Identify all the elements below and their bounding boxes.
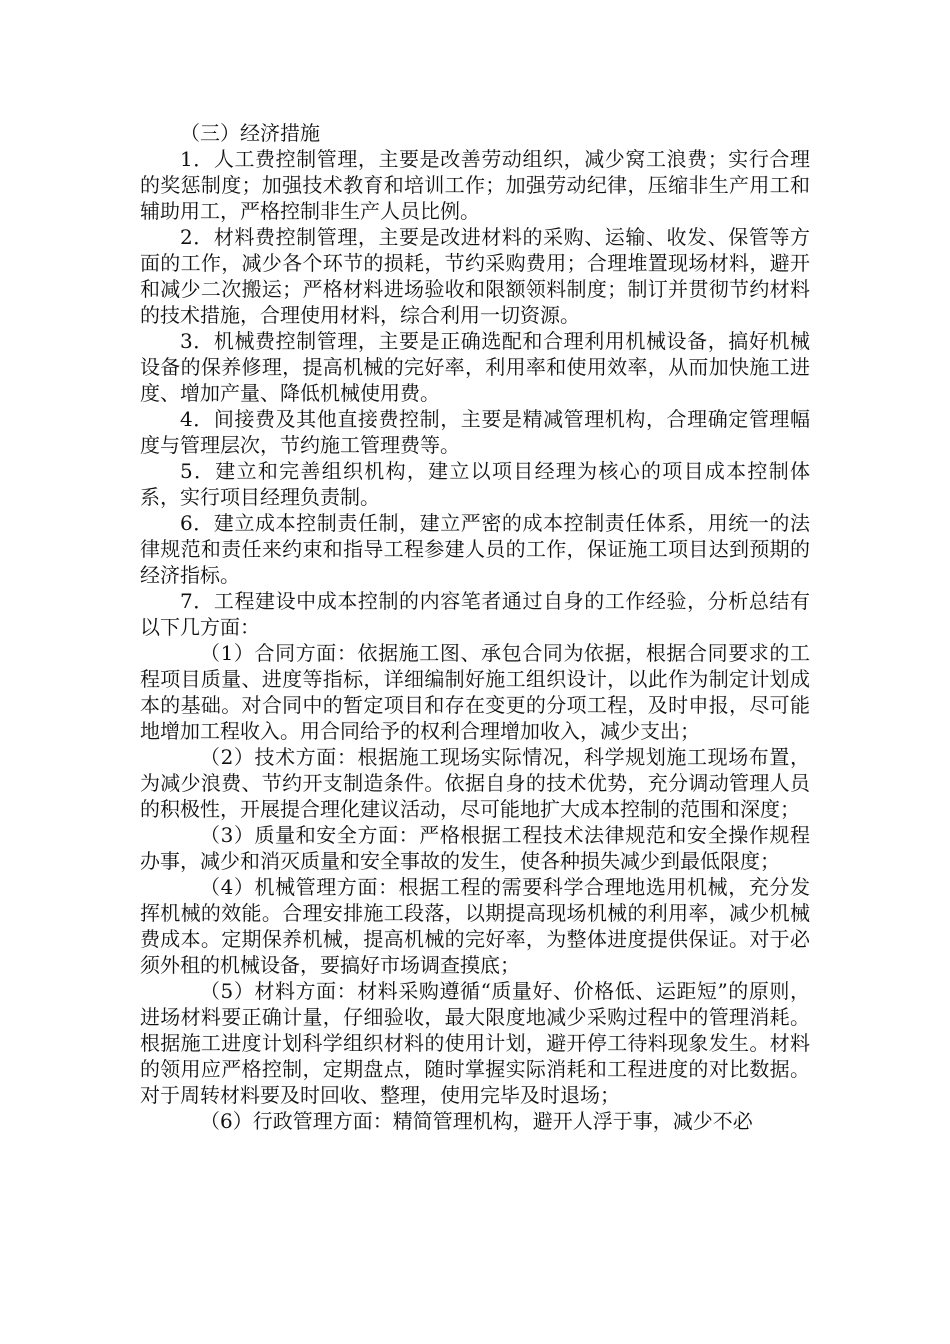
sub-paragraph-contract: （1）合同方面：依据施工图、承包合同为依据，根据合同要求的工程项目质量、进度等指标，详细编制好施工组织设计，以此作为制定计划成本的基础。对合同中的暂定项目和存在变更的分项工程，及时申报，尽可能地增加工程收入。用合同给予的权利合理增加收入，减少支出； — [140, 641, 810, 743]
paragraph-organization: 5．建立和完善组织机构，建立以项目经理为核心的项目成本控制体系，实行项目经理负责制。 — [140, 459, 810, 509]
sub-paragraph-materials: （5）材料方面：材料采购遵循“质量好、价格低、运距短”的原则，进场材料要正确计量，仔细验收，最大限度地减少采购过程中的管理消耗。根据施工进度计划科学组织材料的使用计划，避开停工待料现象发生。材料的领用应严格控制，定期盘点，随时掌握实际消耗和工程进度的对比数据。对于周转材料要及时回收、整理，使用完毕及时退场； — [140, 979, 810, 1107]
paragraph-machinery-cost: 3．机械费控制管理，主要是正确选配和合理利用机械设备，搞好机械设备的保养修理，提高机械的完好率，利用率和使用效率，从而加快施工进度、增加产量、降低机械使用费。 — [140, 329, 810, 405]
paragraph-cost-control-content: 7．工程建设中成本控制的内容笔者通过自身的工作经验，分析总结有以下几方面： — [140, 589, 810, 639]
paragraph-indirect-cost: 4．间接费及其他直接费控制，主要是精减管理机构，合理确定管理幅度与管理层次，节约施工管理费等。 — [140, 407, 810, 457]
section-heading: （三）经济措施 — [180, 121, 320, 145]
paragraph-labor-cost: 1．人工费控制管理，主要是改善劳动组织，减少窝工浪费；实行合理的奖惩制度；加强技术教育和培训工作；加强劳动纪律，压缩非生产用工和辅助用工，严格控制非生产人员比例。 — [140, 147, 810, 223]
sub-paragraph-quality-safety: （3）质量和安全方面：严格根据工程技术法律规范和安全操作规程办事，减少和消灭质量和安全事故的发生，使各种损失减少到最低限度； — [140, 823, 810, 873]
sub-paragraph-technical: （2）技术方面：根据施工现场实际情况，科学规划施工现场布置，为减少浪费、节约开支制造条件。依据自身的技术优势，充分调动管理人员的积极性，开展提合理化建议活动，尽可能地扩大成本控制的范围和深度； — [140, 745, 810, 821]
sub-paragraph-machinery-management: （4）机械管理方面：根据工程的需要科学合理地选用机械，充分发挥机械的效能。合理安排施工段落，以期提高现场机械的利用率，减少机械费成本。定期保养机械，提高机械的完好率，为整体进度提供保证。对于必须外租的机械设备，要搞好市场调查摸底； — [140, 875, 810, 977]
paragraph-responsibility: 6．建立成本控制责任制，建立严密的成本控制责任体系，用统一的法律规范和责任来约束和指导工程参建人员的工作，保证施工项目达到预期的经济指标。 — [140, 511, 810, 587]
paragraph-material-cost: 2．材料费控制管理，主要是改进材料的采购、运输、收发、保管等方面的工作，减少各个环节的损耗，节约采购费用；合理堆置现场材料，避开和减少二次搬运；严格材料进场验收和限额领料制度；制订并贯彻节约材料的技术措施，合理使用材料，综合利用一切资源。 — [140, 225, 810, 327]
sub-paragraph-administration: （6）行政管理方面：精简管理机构，避开人浮于事，减少不必 — [200, 1109, 753, 1133]
document-body — [140, 120, 810, 1134]
